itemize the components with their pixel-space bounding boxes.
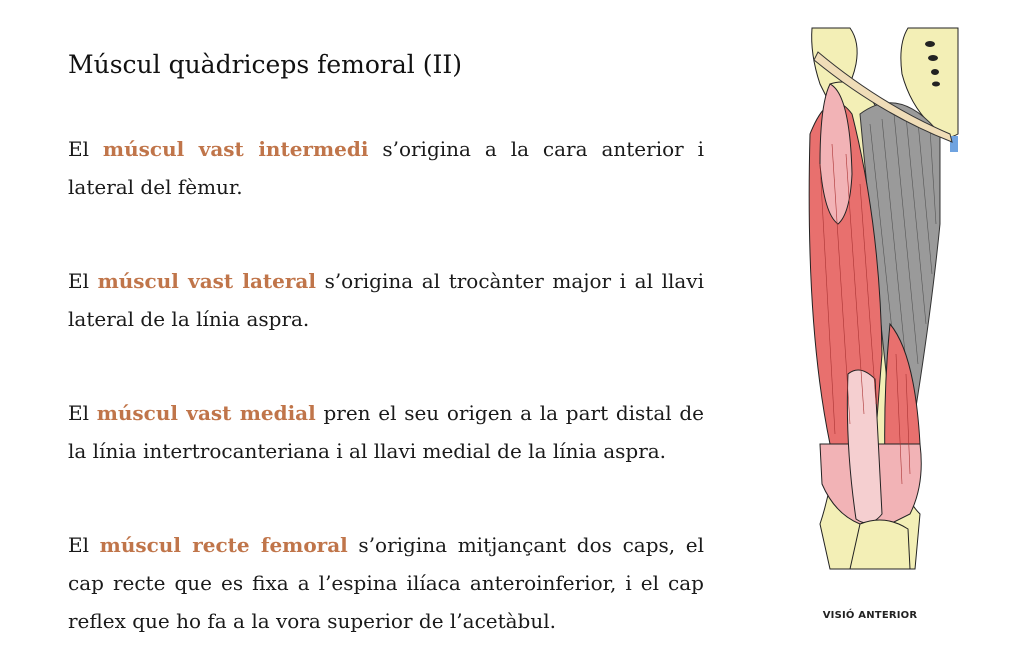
paragraph-text: pren el seu origen a la part distal de la línia intertrocanteriana i al llavi medial de la línia aspra.	[68, 401, 705, 463]
paragraph-text: s’origina a la cara anterior i lateral del fèmur.	[68, 137, 704, 199]
page-title: Múscul quàdriceps femoral (II)	[68, 50, 462, 79]
thigh-muscles-illustration	[790, 24, 970, 584]
term-vast-lateral: múscul vast lateral	[97, 269, 316, 293]
text-body	[68, 130, 704, 640]
sacral-foramen	[932, 82, 940, 87]
paragraph-vast-lateral	[68, 262, 704, 338]
sacral-foramen	[928, 55, 938, 61]
figure-caption: VISIÓ ANTERIOR	[822, 610, 918, 621]
term-recte-femoral: múscul recte femoral	[99, 533, 348, 557]
paragraph-lead: El	[68, 269, 98, 293]
term-vast-intermedi: múscul vast intermedi	[102, 137, 369, 161]
paragraph-vast-intermedi	[68, 130, 704, 206]
paragraph-lead: El	[68, 533, 100, 557]
paragraph-lead: El	[68, 137, 103, 161]
paragraph-recte-femoral	[68, 526, 704, 640]
sacral-foramen	[931, 69, 939, 75]
paragraph-text: s’origina al trocànter major i al llavi lateral de la línia aspra.	[68, 269, 704, 331]
paragraph-vast-medial	[68, 394, 704, 470]
paragraph-lead: El	[68, 401, 97, 425]
term-vast-medial: múscul vast medial	[96, 401, 316, 425]
sacral-foramen	[925, 41, 935, 47]
patella-bone	[850, 520, 910, 569]
paragraph-text: s’origina mitjançant dos caps, el cap recte que es fixa a l’espina ilíaca anteroinferior, i el cap reflex que ho fa a la vora superior de l’acetàbul.	[68, 533, 705, 633]
